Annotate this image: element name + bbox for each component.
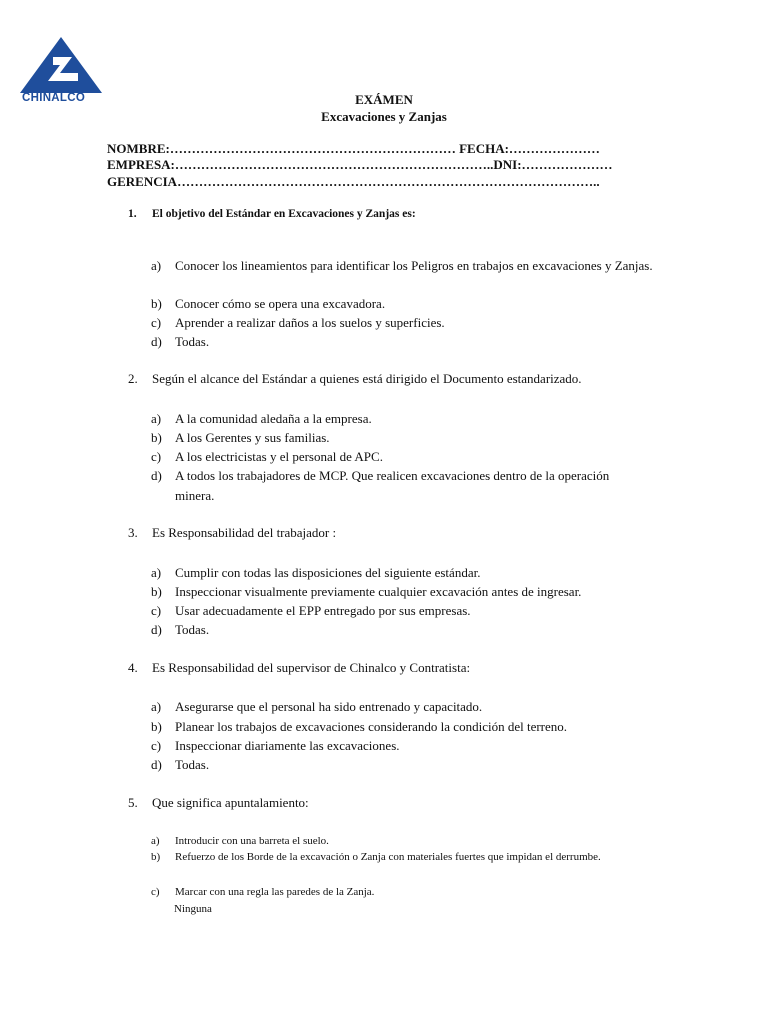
- option-text: Introducir con una barreta el suelo.: [175, 835, 329, 847]
- option-text: Asegurarse que el personal ha sido entrenado y capacitado.: [175, 699, 483, 714]
- option-5a: [151, 833, 661, 850]
- question-number: 3.: [128, 525, 138, 540]
- question-number: 2.: [128, 371, 138, 386]
- option-letter: d): [151, 468, 162, 483]
- question-number: 5.: [128, 795, 138, 810]
- question-text: El objetivo del Estándar en Excavaciones y Zanjas es:: [152, 208, 416, 220]
- question-text: Es Responsabilidad del trabajador :: [152, 525, 337, 540]
- option-3b: [151, 582, 663, 602]
- option-4d: [151, 755, 663, 775]
- option-letter: b): [151, 296, 162, 311]
- option-text: Aprender a realizar daños a los suelos y superficies.: [175, 315, 445, 330]
- option-text: Usar adecuadamente el EPP entregado por sus empresas.: [175, 603, 471, 618]
- question-text: Según el alcance del Estándar a quienes está dirigido el Documento estandarizado.: [152, 371, 582, 386]
- option-4b: [151, 717, 663, 737]
- option-4c: [151, 736, 663, 756]
- option-2c: [151, 447, 663, 467]
- option-letter: b): [151, 719, 162, 734]
- option-text: Inspeccionar diariamente las excavaciones.: [175, 738, 400, 753]
- exam-title: EXÁMEN: [355, 92, 413, 107]
- field-nombre-fecha: NOMBRE:………………………………………………………… FECHA:…………………: [107, 141, 600, 156]
- option-4a: [151, 697, 663, 717]
- field-gerencia: GERENCIA……………………………………………………………………………………..: [107, 174, 600, 189]
- option-1d: [151, 332, 663, 352]
- option-1c: [151, 313, 663, 333]
- option-5b: [151, 849, 661, 866]
- option-3d: [151, 620, 663, 640]
- question-number: 4.: [128, 660, 138, 675]
- option-letter: d): [151, 334, 162, 349]
- field-empresa-dni: EMPRESA:………………………………………………………………..DNI:…………………: [107, 157, 613, 172]
- question-number: 1.: [128, 208, 137, 220]
- option-text: A todos los trabajadores de MCP. Que realicen excavaciones dentro de la operación minera.: [175, 468, 610, 503]
- option-letter: b): [151, 584, 162, 599]
- option-text: Conocer cómo se opera una excavadora.: [175, 296, 386, 311]
- option-text: Marcar con una regla las paredes de la Zanja.: [175, 886, 375, 898]
- option-letter: a): [151, 258, 162, 273]
- option-letter: c): [151, 603, 162, 618]
- chinalco-logo-mark-icon: [20, 35, 104, 95]
- option-letter: a): [151, 699, 162, 714]
- option-letter: d): [151, 757, 162, 772]
- option-text: Conocer los lineamientos para identificar los Peligros en trabajos en excavaciones y Zanjas.: [175, 258, 653, 273]
- option-letter: c): [151, 449, 162, 464]
- option-3a: [151, 563, 663, 583]
- option-2d: [151, 466, 631, 505]
- option-text: Refuerzo de los Borde de la excavación o Zanja con materiales fuertes que impidan el derrumbe.: [175, 851, 601, 863]
- option-letter: c): [151, 738, 162, 753]
- option-letter: b): [151, 851, 161, 863]
- option-letter: c): [151, 315, 162, 330]
- option-text: Planear los trabajos de excavaciones considerando la condición del terreno.: [175, 719, 568, 734]
- option-text: A los electricistas y el personal de APC.: [175, 449, 383, 464]
- option-text: Todas.: [175, 622, 210, 637]
- option-2a: [151, 409, 663, 429]
- option-text: A los Gerentes y sus familias.: [175, 430, 330, 445]
- option-text: Cumplir con todas las disposiciones del siguiente estándar.: [175, 565, 481, 580]
- option-text: Todas.: [175, 757, 210, 772]
- option-letter: b): [151, 430, 162, 445]
- option-2b: [151, 428, 663, 448]
- question-text: Es Responsabilidad del supervisor de Chinalco y Contratista:: [152, 660, 471, 675]
- option-text: Inspeccionar visualmente previamente cualquier excavación antes de ingresar.: [175, 584, 582, 599]
- option-letter: c): [151, 886, 160, 898]
- option-letter: a): [151, 565, 162, 580]
- option-5c: [151, 884, 661, 901]
- option-1a: [151, 256, 663, 276]
- exam-subtitle: Excavaciones y Zanjas: [321, 109, 447, 124]
- question-text: Que significa apuntalamiento:: [152, 795, 309, 810]
- option-letter: a): [151, 411, 162, 426]
- option-3c: [151, 601, 663, 621]
- option-1b: [151, 294, 663, 314]
- option-text: Todas.: [175, 334, 210, 349]
- logo-text: CHINALCO: [22, 92, 86, 104]
- option-letter: a): [151, 835, 160, 847]
- option-letter: d): [151, 622, 162, 637]
- option-text: A la comunidad aledaña a la empresa.: [175, 411, 372, 426]
- option-5-ninguna: Ninguna: [174, 903, 212, 915]
